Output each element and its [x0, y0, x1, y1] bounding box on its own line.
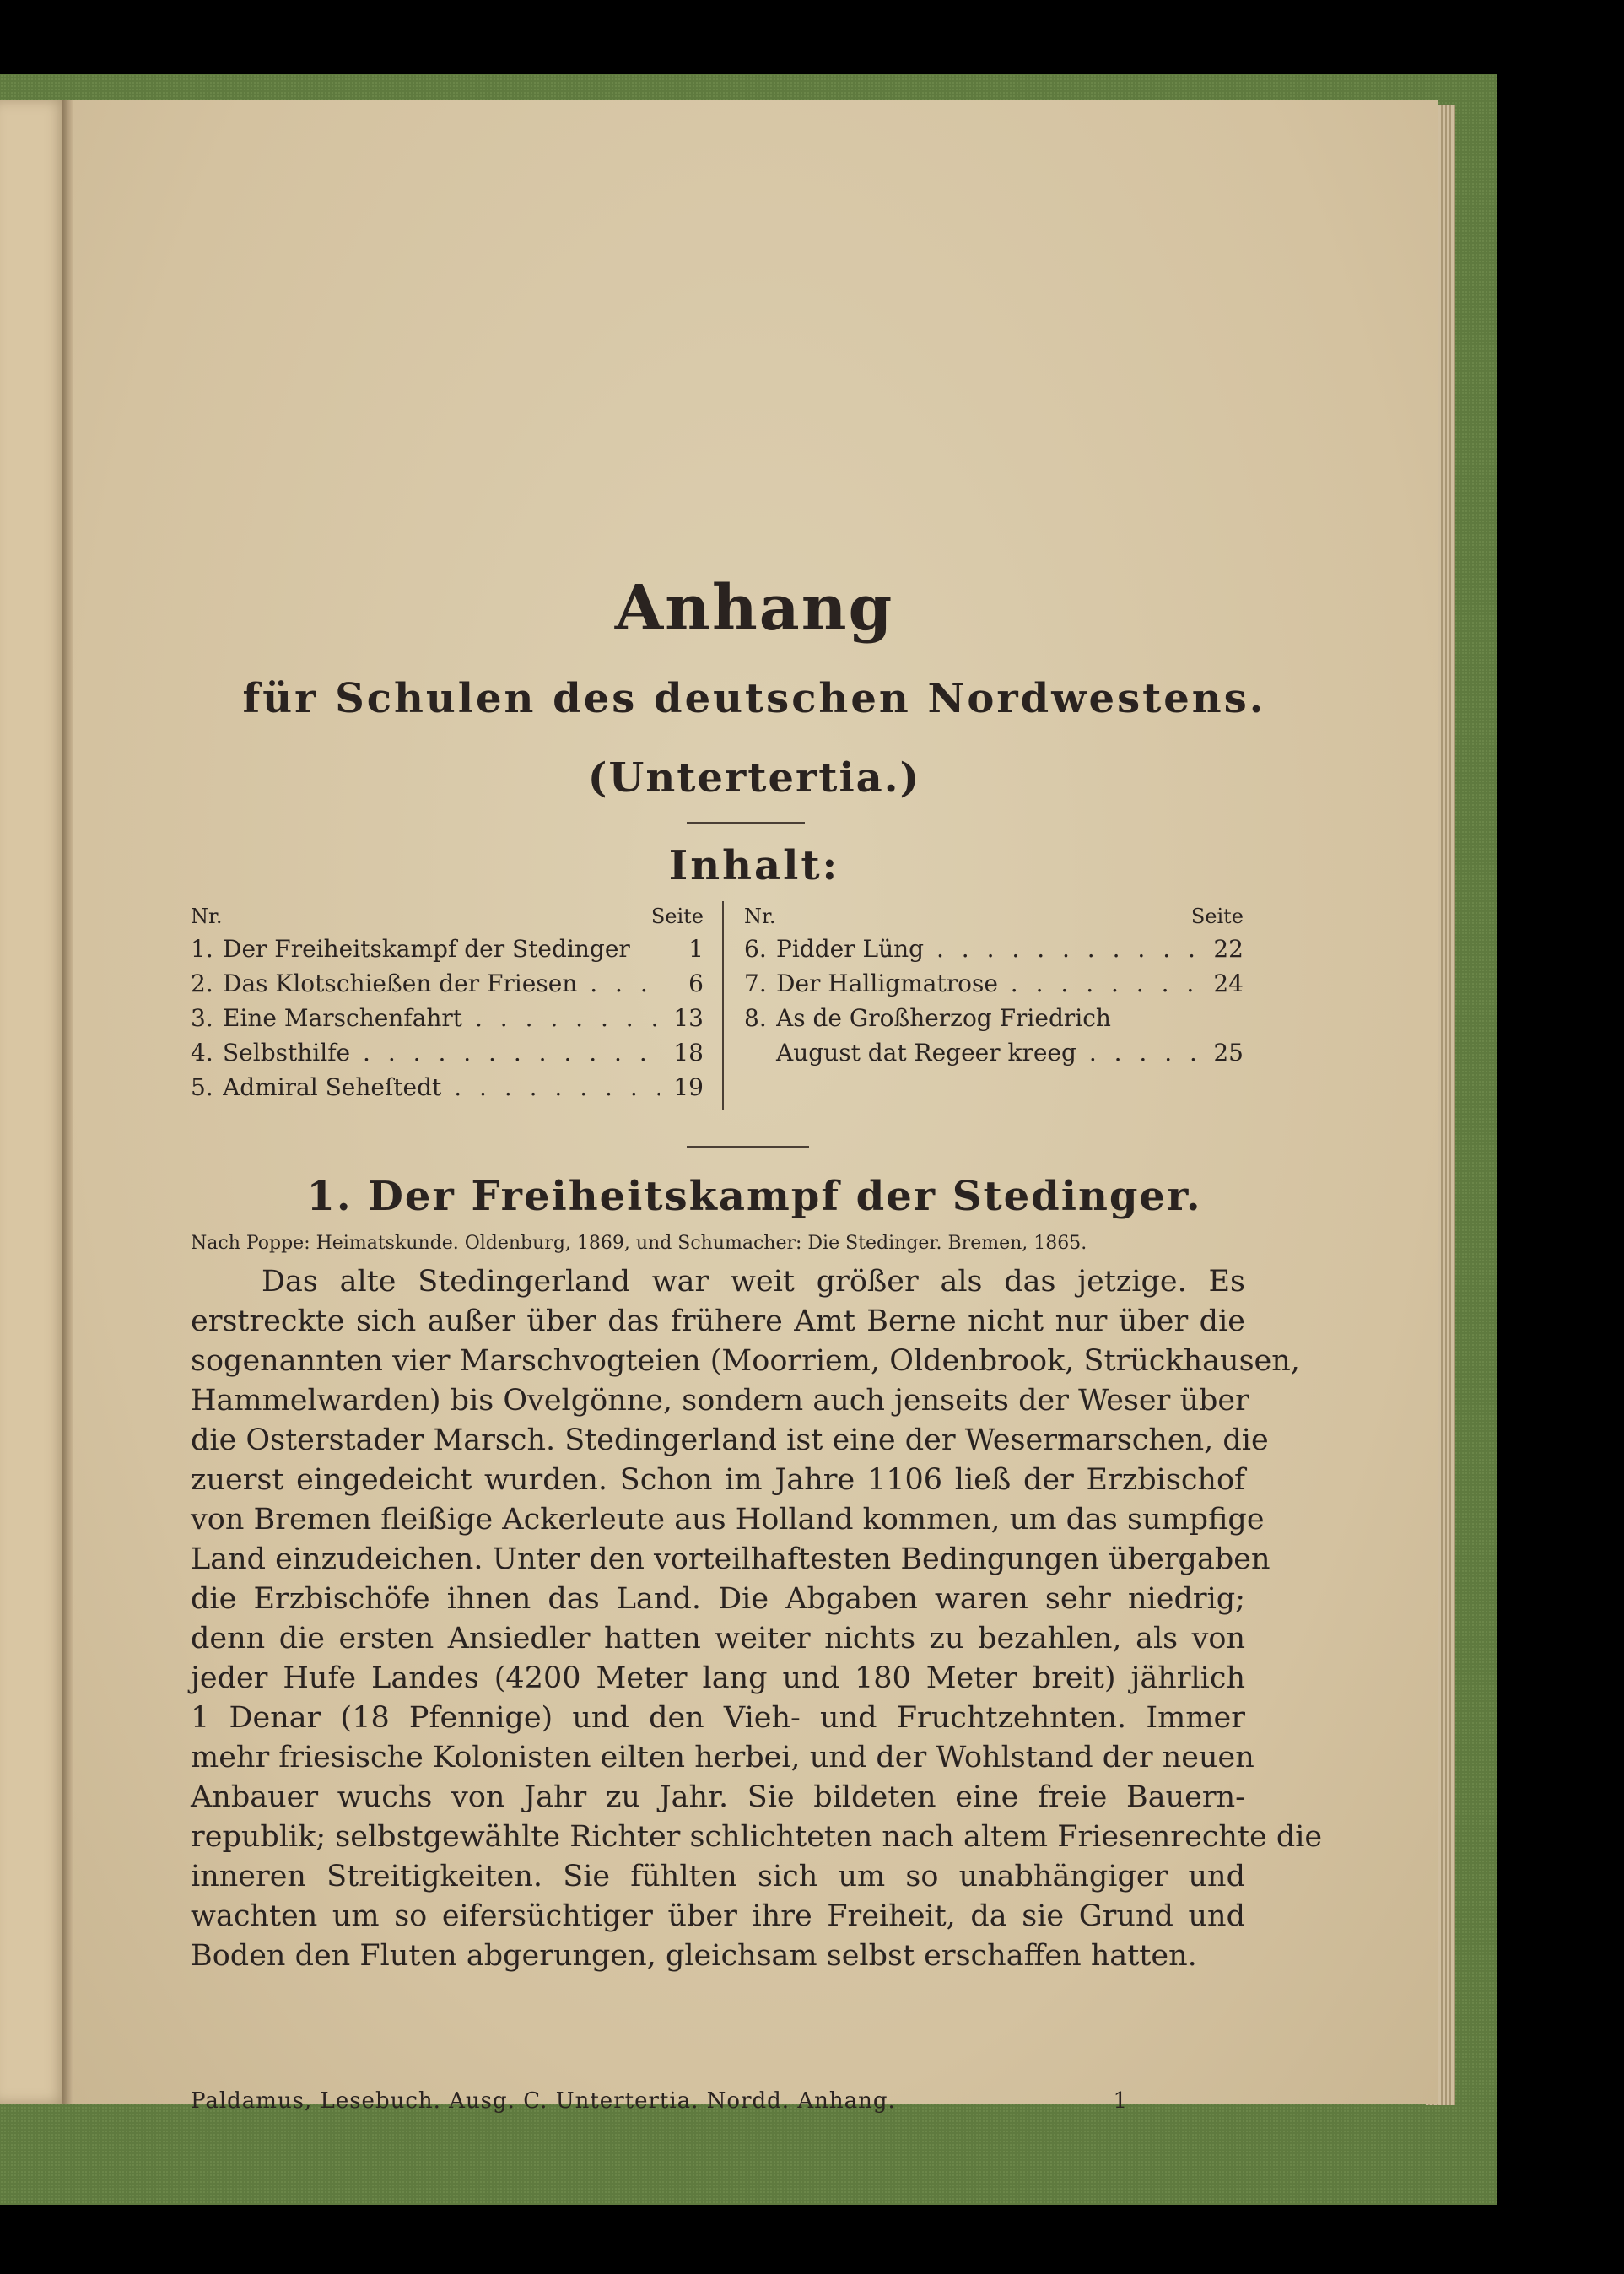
- toc-entry: [191, 1001, 704, 1035]
- toc-nr-label: Nr.: [744, 905, 776, 928]
- toc-entry: [191, 932, 704, 966]
- body-paragraph: [191, 1262, 1323, 1976]
- text-line: die Erzbischöfe ihnen das Land. Die Abgaben waren sehr niedrig;: [191, 1582, 1245, 1616]
- source-citation: Nach Poppe: Heimatskunde. Oldenburg, 1869, und Schumacher: Die Stedinger. Bremen, 1865.: [191, 1233, 1087, 1254]
- section-heading: 1. Der Freiheitskampf der Stedinger.: [306, 1173, 1202, 1220]
- divider-rule: [687, 822, 805, 824]
- toc-entry-page: 1: [688, 935, 704, 963]
- toc-seite-label: Seite: [650, 905, 704, 928]
- page-subtitle: für Schulen des deutschen Nordwestens.: [242, 675, 1266, 722]
- toc-entry-number: 6.: [744, 935, 767, 963]
- signature-number: 1: [1113, 2088, 1127, 2114]
- toc-header: [744, 899, 1244, 932]
- text-line: erstreckte sich außer über das frühere Amt Berne nicht nur über die: [191, 1304, 1245, 1338]
- text-line: wachten um so eifersüchtiger über ihre Freiheit, da sie Grund und: [191, 1899, 1245, 1933]
- text-line: 1 Denar (18 Pfennige) und den Vieh- und Fruchtzehnten. Immer: [191, 1701, 1245, 1735]
- toc-entry-number: 3.: [191, 1004, 213, 1032]
- text-line: jeder Hufe Landes (4200 Meter lang und 180 Meter breit) jährlich: [191, 1661, 1245, 1695]
- text-line: mehr friesische Kolonisten eilten herbei, und der Wohlstand der neuen: [191, 1741, 1254, 1774]
- toc-entry: [191, 966, 704, 1001]
- toc-column-divider: [722, 901, 724, 1110]
- toc-column-right: [744, 899, 1244, 1070]
- toc-entry-number: 8.: [744, 1004, 767, 1032]
- toc-entry-page: 24: [1213, 970, 1244, 997]
- text-line: zuerst eingedeicht wurden. Schon im Jahre 1106 ließ der Erzbischof: [191, 1463, 1245, 1497]
- text-line: Das alte Stedingerland war weit größer als das jetzige. Es: [262, 1265, 1245, 1299]
- text-line: Hammelwarden) bis Ovelgönne, sondern auch jenseits der Weser über: [191, 1384, 1249, 1418]
- toc-entry-title: Admiral Seheſtedt . . .: [223, 1070, 660, 1105]
- toc-entry-page: 25: [1213, 1039, 1244, 1067]
- book-page: [71, 100, 1438, 2114]
- toc-nr-label: Nr.: [191, 905, 223, 928]
- toc-entry-title: August dat Regeer kreeg . . .: [744, 1035, 1200, 1070]
- left-page-edge: [0, 100, 67, 2104]
- text-line: Land einzudeichen. Unter den vorteilhaftesten Bedingungen übergaben: [191, 1542, 1271, 1576]
- toc-entry-page: 22: [1213, 935, 1244, 963]
- toc-seite-label: Seite: [1190, 905, 1244, 928]
- toc-entry-title: Eine Marschenfahrt . . .: [223, 1001, 660, 1035]
- toc-entry-title: Pidder Lüng . . .: [776, 932, 1200, 966]
- toc-entry-page: 18: [673, 1039, 704, 1067]
- toc-entry-continuation: [744, 1035, 1244, 1070]
- toc-entry-number: 4.: [191, 1039, 213, 1067]
- book-gutter: [62, 100, 73, 2104]
- text-line: Anbauer wuchs von Jahr zu Jahr. Sie bildeten eine freie Bauern-: [191, 1780, 1245, 1814]
- toc-entry: [744, 932, 1244, 966]
- toc-entry-number: 5.: [191, 1073, 213, 1101]
- page-footer: [191, 2088, 1245, 2114]
- toc-header: [191, 899, 704, 932]
- text-line: republik; selbstgewählte Richter schlichteten nach altem Friesenrechte die: [191, 1820, 1323, 1854]
- page-title: Anhang: [614, 572, 894, 645]
- toc-entry: [744, 1001, 1244, 1035]
- toc-entry: [191, 1035, 704, 1070]
- toc-entry-title: Selbsthilfe . . .: [223, 1035, 660, 1070]
- toc-entry-title: Der Halligmatrose . . .: [776, 966, 1200, 1001]
- toc-entry-number: 2.: [191, 970, 213, 997]
- toc-entry-number: 1.: [191, 935, 213, 963]
- text-line: inneren Streitigkeiten. Sie fühlten sich um so unabhängiger und: [191, 1860, 1245, 1893]
- toc-entry: [191, 1070, 704, 1105]
- toc-entry-page: 13: [673, 1004, 704, 1032]
- grade-label: (Untertertia.): [587, 754, 921, 802]
- toc-entry-title: As de Großherzog Friedrich: [776, 1004, 1111, 1032]
- toc-entry-title: Der Freiheitskampf der Stedinger: [223, 935, 630, 963]
- text-line: von Bremen fleißige Ackerleute aus Holland kommen, um das sumpfige: [191, 1503, 1265, 1537]
- toc-entry-page: 19: [673, 1073, 704, 1101]
- toc-entry: [744, 966, 1244, 1001]
- text-line: die Osterstader Marsch. Stedingerland ist eine der Wesermarschen, die: [191, 1423, 1269, 1457]
- text-line: Boden den Fluten abgerungen, gleichsam selbst erschaffen hatten.: [191, 1939, 1197, 1973]
- toc-title: Inhalt:: [668, 842, 840, 889]
- text-line: sogenannten vier Marschvogteien (Moorriem, Oldenbrook, Strückhausen,: [191, 1344, 1300, 1378]
- footer-signature: Paldamus, Lesebuch. Ausg. C. Untertertia. Nordd. Anhang.: [191, 2088, 896, 2114]
- toc-entry-page: 6: [688, 970, 704, 997]
- toc-column-left: [191, 899, 704, 1105]
- toc-entry-number: 7.: [744, 970, 767, 997]
- text-line: denn die ersten Ansiedler hatten weiter nichts zu bezahlen, als von: [191, 1622, 1245, 1656]
- toc-entry-title: Das Klotschießen der Friesen . . .: [223, 966, 660, 1001]
- divider-rule: [687, 1146, 809, 1148]
